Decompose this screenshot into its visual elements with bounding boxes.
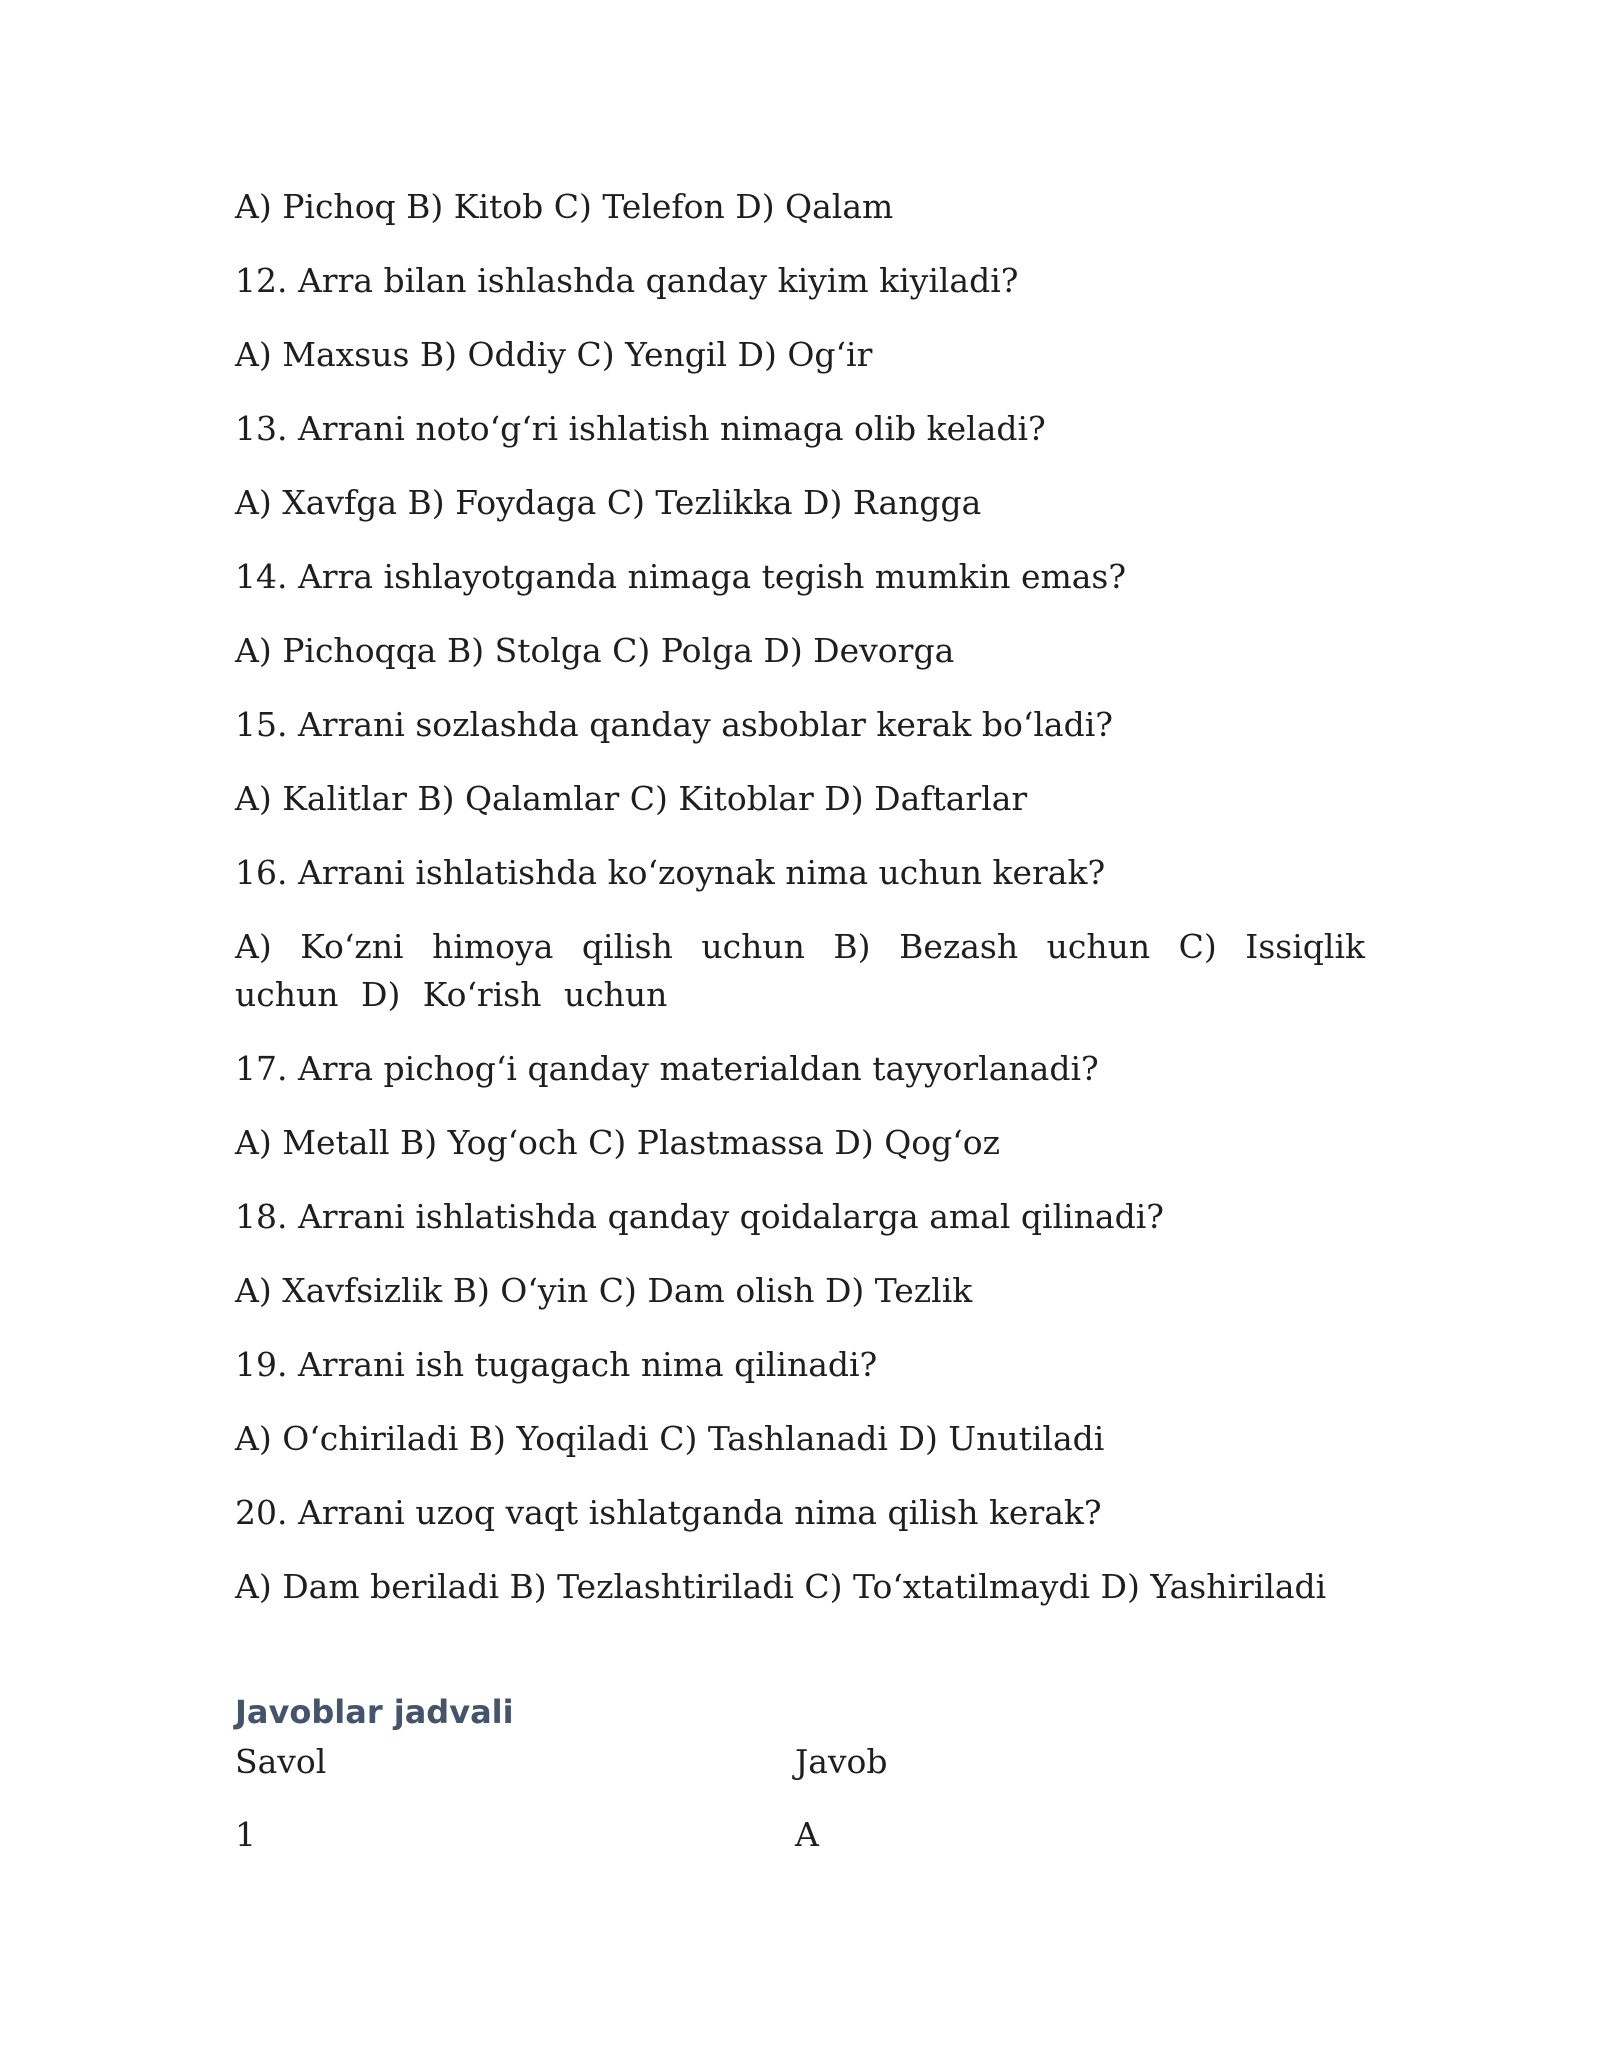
- question-17: 17. Arra pichog‘i qanday materialdan tayyorlanadi?: [235, 1049, 1099, 1088]
- question-19: 19. Arrani ish tugagach nima qilinadi?: [235, 1345, 878, 1384]
- answer-options-13: A) Xavfga B) Foydaga C) Tezlikka D) Rangga: [235, 483, 982, 522]
- question-15: 15. Arrani sozlashda qanday asboblar kerak bo‘ladi?: [235, 705, 1113, 744]
- answer-options-15: A) Kalitlar B) Qalamlar C) Kitoblar D) Daftarlar: [235, 779, 1028, 818]
- table-header-javob: Javob: [795, 1742, 888, 1781]
- question-12: 12. Arra bilan ishlashda qanday kiyim kiyiladi?: [235, 261, 1019, 300]
- table-header-savol: Savol: [235, 1742, 327, 1781]
- table-cell-answer: A: [795, 1815, 819, 1854]
- answer-options-19: A) O‘chiriladi B) Yoqiladi C) Tashlanadi D) Unutiladi: [235, 1419, 1105, 1458]
- question-20: 20. Arrani uzoq vaqt ishlatganda nima qilish kerak?: [235, 1493, 1102, 1532]
- answer-options-16: A) Ko‘zni himoya qilish uchun B) Bezash uchun C) Issiqlik uchun D) Ko‘rish uchun: [235, 927, 1365, 1014]
- answer-options-18: A) Xavfsizlik B) O‘yin C) Dam olish D) Tezlik: [235, 1271, 973, 1310]
- answer-options-17: A) Metall B) Yog‘och C) Plastmassa D) Qog‘oz: [235, 1123, 1001, 1162]
- answer-options-20: A) Dam beriladi B) Tezlashtiriladi C) To‘xtatilmaydi D) Yashiriladi: [235, 1567, 1327, 1606]
- table-cell-question-number: 1: [235, 1815, 256, 1854]
- answer-options-12: A) Maxsus B) Oddiy C) Yengil D) Og‘ir: [235, 335, 873, 374]
- answer-options-14: A) Pichoqqa B) Stolga C) Polga D) Devorga: [235, 631, 955, 670]
- question-16: 16. Arrani ishlatishda ko‘zoynak nima uchun kerak?: [235, 853, 1106, 892]
- answers-heading: Javoblar jadvali: [235, 1693, 514, 1731]
- question-13: 13. Arrani noto‘g‘ri ishlatish nimaga olib keladi?: [235, 409, 1046, 448]
- question-18: 18. Arrani ishlatishda qanday qoidalarga amal qilinadi?: [235, 1197, 1164, 1236]
- answer-options-11: A) Pichoq B) Kitob C) Telefon D) Qalam: [235, 187, 894, 226]
- question-14: 14. Arra ishlayotganda nimaga tegish mumkin emas?: [235, 557, 1127, 596]
